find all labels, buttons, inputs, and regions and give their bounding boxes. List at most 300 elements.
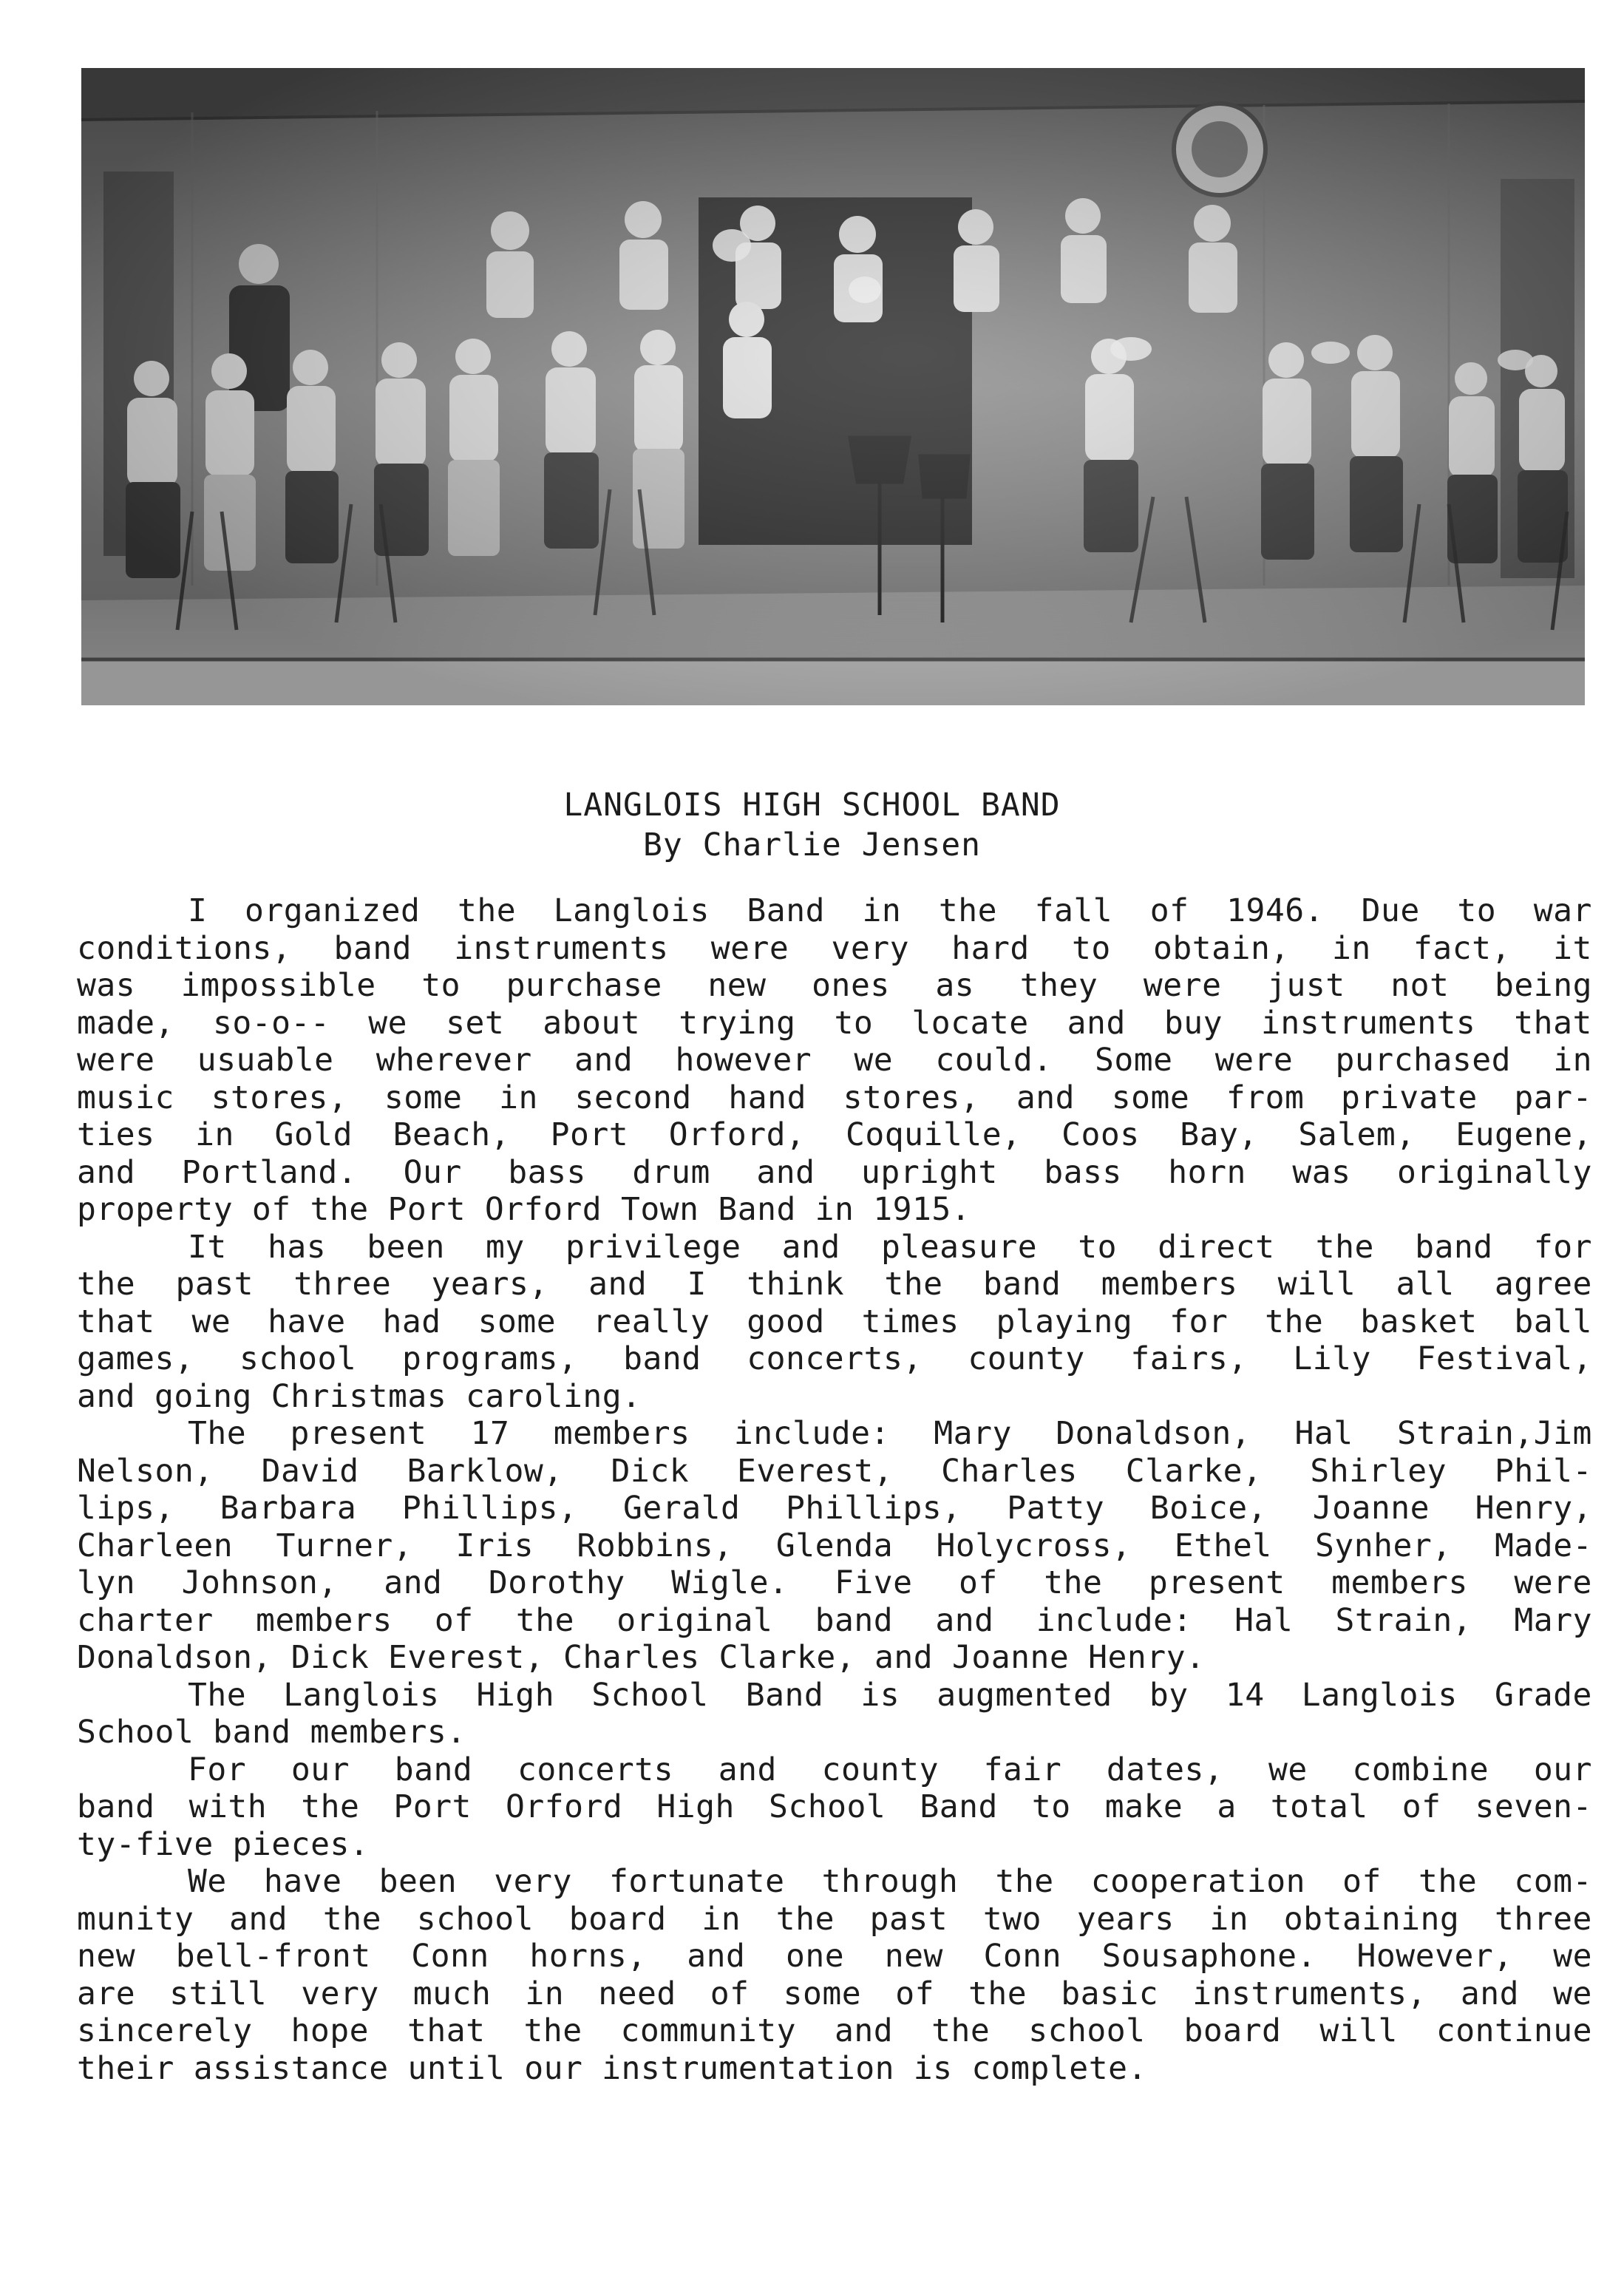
article-word: three bbox=[1494, 1900, 1592, 1938]
article-word: present bbox=[1148, 1564, 1285, 1601]
article-word: upright bbox=[861, 1153, 998, 1191]
article-word: through bbox=[821, 1863, 959, 1900]
band-photo-illustration bbox=[81, 68, 1585, 705]
article-word: Christmas bbox=[271, 1377, 447, 1415]
article-word: were bbox=[710, 929, 789, 967]
article-word: conditions, bbox=[77, 929, 292, 967]
article-word: playing bbox=[996, 1303, 1133, 1340]
article-line bbox=[77, 1116, 1592, 1154]
article-word: Dick bbox=[291, 1639, 370, 1676]
article-word: members bbox=[1101, 1266, 1238, 1303]
article-word: to bbox=[1031, 1788, 1071, 1825]
article-word: For bbox=[188, 1751, 247, 1788]
article-word: combine bbox=[1352, 1751, 1489, 1788]
article-word: direct bbox=[1158, 1228, 1275, 1266]
article-word: community bbox=[620, 2012, 797, 2049]
article-word: and bbox=[77, 1377, 136, 1415]
article-word: in bbox=[1209, 1900, 1249, 1938]
article-word: Boice, bbox=[1149, 1490, 1268, 1527]
article-word: board bbox=[568, 1900, 667, 1938]
article-word: to bbox=[1457, 892, 1497, 929]
article-word: band bbox=[394, 1751, 473, 1788]
article-word: some bbox=[783, 1975, 862, 2012]
article-word: band bbox=[815, 1601, 894, 1639]
article-word: augmented bbox=[937, 1676, 1112, 1714]
article-word: that bbox=[407, 2012, 486, 2049]
article-word: of bbox=[710, 1975, 750, 2012]
band-photo bbox=[81, 68, 1585, 705]
article-word: Phil- bbox=[1494, 1452, 1592, 1490]
article-word: com- bbox=[1514, 1863, 1592, 1900]
article-word: Sousaphone. bbox=[1101, 1938, 1316, 1975]
article-line bbox=[77, 1453, 1592, 1490]
article-word: bell-front bbox=[175, 1938, 371, 1975]
article-word: purchased bbox=[1335, 1042, 1511, 1079]
article-word: we bbox=[1553, 1938, 1592, 1975]
article-word: Ethel bbox=[1174, 1527, 1272, 1564]
article-word: Strain,Jim bbox=[1397, 1415, 1592, 1452]
article-word: will bbox=[1277, 1266, 1356, 1303]
article-line bbox=[77, 2012, 1592, 2050]
article-word: the bbox=[1419, 1863, 1478, 1900]
article-word: Gerald bbox=[623, 1490, 741, 1527]
article-word: Band bbox=[920, 1788, 998, 1825]
article-word: Conn bbox=[983, 1938, 1062, 1975]
article-word: Orford, bbox=[668, 1116, 806, 1153]
article-word: Port bbox=[387, 1191, 466, 1228]
article-word: been bbox=[367, 1228, 445, 1266]
article-line bbox=[77, 1378, 1592, 1416]
article-word: however bbox=[675, 1042, 812, 1079]
article-word: Nelson, bbox=[77, 1452, 214, 1490]
article-word: fairs, bbox=[1130, 1340, 1248, 1377]
article-word: that bbox=[1514, 1004, 1592, 1042]
article-word: fact, bbox=[1413, 929, 1511, 967]
article-word: bass bbox=[508, 1153, 586, 1191]
article-word: impossible bbox=[180, 967, 376, 1004]
article-word: Conn bbox=[411, 1938, 489, 1975]
article-line bbox=[77, 1938, 1592, 1975]
article-word: were bbox=[77, 1042, 155, 1079]
article-word: new bbox=[707, 967, 767, 1004]
article-word: in bbox=[499, 1079, 538, 1116]
article-word: think bbox=[747, 1266, 845, 1303]
article-line bbox=[77, 1788, 1592, 1826]
article-word: and bbox=[1067, 1004, 1126, 1042]
article-line bbox=[77, 967, 1592, 1005]
article-line bbox=[77, 1826, 1592, 1864]
article-word: Donaldson, bbox=[1056, 1415, 1251, 1452]
article-line bbox=[77, 1490, 1592, 1527]
article-word: Dick bbox=[611, 1452, 690, 1490]
article-word: Iris bbox=[455, 1527, 534, 1564]
article-word: Holycross, bbox=[936, 1527, 1132, 1564]
article-word: obtain, bbox=[1153, 929, 1290, 967]
article-word: wherever bbox=[376, 1042, 532, 1079]
article-line bbox=[77, 1005, 1592, 1042]
article-word: Charles bbox=[563, 1639, 700, 1676]
article-word: is bbox=[860, 1676, 900, 1714]
article-word: Clarke, bbox=[718, 1639, 856, 1676]
article-word: has bbox=[267, 1228, 327, 1266]
article-word: Town bbox=[620, 1191, 699, 1228]
article-word: and bbox=[687, 1938, 746, 1975]
article-word: Mary bbox=[1514, 1601, 1592, 1639]
article-word: band bbox=[1415, 1228, 1493, 1266]
article-word: members. bbox=[310, 1714, 466, 1751]
article-word: of bbox=[434, 1601, 474, 1639]
article-word: Five bbox=[834, 1564, 913, 1601]
article-word: Band bbox=[745, 1676, 824, 1714]
article-word: being bbox=[1495, 967, 1592, 1004]
article-word: fortunate bbox=[608, 1863, 785, 1900]
article-line bbox=[77, 2050, 1592, 2088]
article-word: Joanne bbox=[1312, 1490, 1430, 1527]
article-word: Beach, bbox=[393, 1116, 510, 1153]
article-word: one bbox=[786, 1938, 845, 1975]
article-word: the bbox=[301, 1788, 360, 1825]
article-word: and bbox=[1460, 1975, 1520, 2012]
article-word: Synher, bbox=[1314, 1527, 1452, 1564]
article-word: so-o-- bbox=[212, 1004, 330, 1042]
article-word: Joanne bbox=[951, 1639, 1070, 1676]
article-word: to bbox=[421, 967, 461, 1004]
article-word: and bbox=[588, 1266, 648, 1303]
article-word: county bbox=[821, 1751, 939, 1788]
article-word: my bbox=[486, 1228, 525, 1266]
article-word: two bbox=[982, 1900, 1042, 1938]
article-word: stores, bbox=[211, 1079, 348, 1116]
article-word: we bbox=[1553, 1975, 1592, 2012]
article-word: past bbox=[869, 1900, 948, 1938]
article-word: with bbox=[188, 1788, 268, 1825]
article-word: from bbox=[1226, 1079, 1305, 1116]
article-word: The bbox=[188, 1676, 247, 1714]
article-word: were bbox=[1214, 1042, 1294, 1079]
article-word: Orford bbox=[484, 1191, 602, 1228]
article-word: School bbox=[591, 1676, 709, 1714]
article-word: years, bbox=[431, 1266, 548, 1303]
article-word: much bbox=[412, 1975, 492, 2012]
article-word: Charles bbox=[941, 1452, 1078, 1490]
article-word: Bay, bbox=[1180, 1116, 1258, 1153]
article-word: Portland. bbox=[181, 1153, 358, 1191]
article-word: Salem, bbox=[1298, 1116, 1416, 1153]
article-word: the bbox=[523, 2012, 582, 2049]
article-word: par- bbox=[1514, 1079, 1592, 1116]
article-word: include: bbox=[733, 1415, 890, 1452]
article-word: Festival, bbox=[1416, 1340, 1592, 1377]
article-word: times bbox=[861, 1303, 959, 1340]
article-line bbox=[77, 930, 1592, 968]
article-word: the bbox=[995, 1863, 1054, 1900]
article-line bbox=[77, 1266, 1592, 1303]
article-word: horn bbox=[1168, 1153, 1246, 1191]
article-word: set bbox=[446, 1004, 505, 1042]
article-word: I bbox=[687, 1266, 707, 1303]
article-word: new bbox=[884, 1938, 943, 1975]
article-word: of bbox=[958, 1564, 998, 1601]
article-word: by bbox=[1149, 1676, 1189, 1714]
article-word: was bbox=[77, 967, 136, 1004]
article-word: Phillips, bbox=[786, 1490, 962, 1527]
article-line bbox=[77, 1079, 1592, 1117]
article-word: Turner, bbox=[276, 1527, 413, 1564]
article-word: Johnson, bbox=[181, 1564, 338, 1601]
article-word: sincerely bbox=[77, 2012, 253, 2049]
article-word: privilege bbox=[565, 1228, 741, 1266]
article-word: of bbox=[895, 1975, 934, 2012]
article-word: and bbox=[574, 1042, 633, 1079]
article-word: ty-five bbox=[77, 1825, 214, 1863]
article-word: band bbox=[213, 1714, 291, 1751]
article-word: Band bbox=[718, 1191, 796, 1228]
article-word: ones bbox=[812, 967, 890, 1004]
article-word: band bbox=[982, 1266, 1061, 1303]
article-word: of bbox=[1342, 1863, 1382, 1900]
article-word: the bbox=[1265, 1303, 1324, 1340]
article-word: war bbox=[1533, 892, 1592, 929]
article-word: and bbox=[781, 1228, 840, 1266]
article-word: buy bbox=[1163, 1004, 1223, 1042]
article-word: all bbox=[1396, 1266, 1455, 1303]
article-word: made, bbox=[77, 1004, 174, 1042]
article-word: Coos bbox=[1061, 1116, 1140, 1153]
article-word: could. bbox=[935, 1042, 1053, 1079]
article-word: have bbox=[263, 1863, 342, 1900]
article-word: dates, bbox=[1106, 1751, 1224, 1788]
article-word: of bbox=[251, 1191, 291, 1228]
article-word: However, bbox=[1356, 1938, 1513, 1975]
article-line bbox=[77, 1415, 1592, 1453]
article-word: new bbox=[77, 1938, 136, 1975]
article-word: programs, bbox=[401, 1340, 578, 1377]
article-word: for bbox=[1169, 1303, 1229, 1340]
article-line bbox=[77, 892, 1592, 930]
article-word: instrumentation bbox=[602, 2049, 894, 2087]
article-word: need bbox=[598, 1975, 676, 2012]
article-word: in bbox=[815, 1191, 855, 1228]
article-word: ties bbox=[77, 1116, 155, 1153]
article-word: board bbox=[1183, 2012, 1282, 2049]
article-word: Everest, bbox=[737, 1452, 894, 1490]
article-word: are bbox=[77, 1975, 136, 2012]
article-word: originally bbox=[1397, 1153, 1592, 1191]
article-word: Grade bbox=[1494, 1676, 1592, 1714]
article-word: The bbox=[188, 1415, 247, 1452]
article-word: the bbox=[515, 1601, 575, 1639]
article-word: members bbox=[1331, 1564, 1468, 1601]
article-word: basket bbox=[1360, 1303, 1478, 1340]
article-word: to bbox=[1078, 1228, 1118, 1266]
article-word: property bbox=[77, 1191, 234, 1228]
article-word: until bbox=[407, 2049, 506, 2087]
article-word: for bbox=[1533, 1228, 1592, 1266]
article-word: Hal bbox=[1234, 1601, 1294, 1639]
article-word: three bbox=[293, 1266, 392, 1303]
article-word: the bbox=[884, 1266, 943, 1303]
article-word: cooperation bbox=[1090, 1863, 1306, 1900]
article-word: second bbox=[574, 1079, 692, 1116]
article-word: charter bbox=[77, 1601, 214, 1639]
article-word: our bbox=[1533, 1751, 1592, 1788]
article-word: 1946. bbox=[1226, 892, 1325, 929]
article-word: private bbox=[1341, 1079, 1478, 1116]
article-word: pieces. bbox=[232, 1825, 370, 1863]
article-word: instruments, bbox=[1192, 1975, 1427, 2012]
article-word: the bbox=[1315, 1228, 1374, 1266]
article-word: 17 bbox=[470, 1415, 510, 1452]
article-word: were bbox=[1143, 967, 1222, 1004]
article-word: Port bbox=[550, 1116, 629, 1153]
article-line bbox=[77, 1191, 1592, 1229]
article-line bbox=[77, 1564, 1592, 1602]
article-word: Port bbox=[393, 1788, 472, 1825]
article-word: basic bbox=[1061, 1975, 1159, 2012]
article-word: school bbox=[239, 1340, 357, 1377]
article-word: the bbox=[310, 1191, 369, 1228]
article-word: Barklow, bbox=[407, 1452, 563, 1490]
article-word: as bbox=[935, 967, 975, 1004]
article-word: High bbox=[476, 1676, 555, 1714]
article-word: and bbox=[77, 1153, 136, 1191]
article-word: we bbox=[368, 1004, 408, 1042]
article-word: it bbox=[1553, 929, 1592, 967]
article-word: years bbox=[1076, 1900, 1175, 1938]
article-word: past bbox=[175, 1266, 254, 1303]
article-word: very bbox=[301, 1975, 379, 2012]
article-word: members bbox=[255, 1601, 393, 1639]
article-word: is bbox=[913, 2049, 953, 2087]
article-word: and bbox=[1016, 1079, 1076, 1116]
article-word: horns, bbox=[529, 1938, 647, 1975]
article-word: very bbox=[831, 929, 910, 967]
article-word: of bbox=[1149, 892, 1189, 929]
article-word: Henry. bbox=[1088, 1639, 1206, 1676]
article-word: we bbox=[1268, 1751, 1308, 1788]
article-word: some bbox=[384, 1079, 463, 1116]
article-line bbox=[77, 1639, 1592, 1677]
article-word: Made- bbox=[1495, 1527, 1592, 1564]
article-line bbox=[77, 1901, 1592, 1938]
article-word: we bbox=[854, 1042, 894, 1079]
article-line bbox=[77, 1527, 1592, 1565]
article-line bbox=[77, 1229, 1592, 1266]
article-word: instruments bbox=[1261, 1004, 1476, 1042]
article-word: been bbox=[378, 1863, 458, 1900]
article-word: hope bbox=[291, 2012, 369, 2049]
article-word: the bbox=[77, 1266, 136, 1303]
article-word: the bbox=[968, 1975, 1027, 2012]
article-word: School bbox=[77, 1714, 194, 1751]
article-word: Band bbox=[747, 892, 825, 929]
article-word: in bbox=[701, 1900, 741, 1938]
article-word: concerts, bbox=[747, 1340, 923, 1377]
article-word: Patty bbox=[1007, 1490, 1105, 1527]
article-word: band bbox=[333, 929, 412, 967]
article-word: make bbox=[1104, 1788, 1183, 1825]
article-word: seven- bbox=[1475, 1788, 1592, 1825]
article-word: Phillips, bbox=[401, 1490, 578, 1527]
article-word: hard bbox=[951, 929, 1030, 967]
article-word: a bbox=[1217, 1788, 1237, 1825]
article-word: lips, bbox=[77, 1490, 174, 1527]
article-word: Langlois bbox=[283, 1676, 440, 1714]
article-word: they bbox=[1019, 967, 1098, 1004]
article-word: Hal bbox=[1294, 1415, 1353, 1452]
article-line bbox=[77, 1042, 1592, 1079]
article-word: Barbara bbox=[220, 1490, 357, 1527]
article-word: Robbins, bbox=[577, 1527, 733, 1564]
article-word: Shirley bbox=[1310, 1452, 1447, 1490]
article-word: the bbox=[322, 1900, 382, 1938]
article-word: locate bbox=[911, 1004, 1029, 1042]
article-word: in bbox=[525, 1975, 565, 2012]
article-line bbox=[77, 1602, 1592, 1640]
article-word: just bbox=[1267, 967, 1345, 1004]
article-word: Strain, bbox=[1335, 1601, 1472, 1639]
article-word: to bbox=[834, 1004, 874, 1042]
article-word: some bbox=[1111, 1079, 1190, 1116]
article-word: school bbox=[1028, 2012, 1146, 2049]
article-word: fall bbox=[1034, 892, 1113, 929]
article-word: Eugene, bbox=[1455, 1116, 1592, 1153]
article-word: had bbox=[382, 1303, 441, 1340]
article-word: their bbox=[77, 2049, 174, 2087]
article-word: pleasure bbox=[881, 1228, 1038, 1266]
article-body bbox=[77, 892, 1592, 2087]
article-word: Some bbox=[1094, 1042, 1173, 1079]
article-word: bass bbox=[1044, 1153, 1122, 1191]
article-word: will bbox=[1319, 2012, 1398, 2049]
article-word: of bbox=[1402, 1788, 1441, 1825]
article-word: our bbox=[524, 2049, 583, 2087]
article-word: the bbox=[458, 892, 517, 929]
article-word: fair bbox=[983, 1751, 1062, 1788]
article-word: organized bbox=[244, 892, 421, 929]
article-word: I bbox=[188, 892, 208, 929]
article-word: going bbox=[154, 1377, 252, 1415]
article-word: original bbox=[616, 1601, 773, 1639]
article-word: and bbox=[384, 1564, 443, 1601]
article-line bbox=[77, 1303, 1592, 1341]
article-line bbox=[77, 1714, 1592, 1751]
article-word: assistance bbox=[193, 2049, 389, 2087]
article-word: Henry, bbox=[1475, 1490, 1592, 1527]
article-word: We bbox=[188, 1863, 227, 1900]
article-word: and bbox=[229, 1900, 288, 1938]
article-word: Due bbox=[1361, 892, 1420, 929]
article-word: were bbox=[1514, 1564, 1592, 1601]
article-word: munity bbox=[77, 1900, 194, 1938]
article-word: Mary bbox=[934, 1415, 1012, 1452]
article-word: Donaldson, bbox=[77, 1639, 272, 1676]
article-line bbox=[77, 1154, 1592, 1192]
article-word: Orford bbox=[505, 1788, 623, 1825]
article-word: and bbox=[874, 1639, 934, 1676]
article-word: music bbox=[77, 1079, 174, 1116]
article-word: in bbox=[862, 892, 902, 929]
article-word: obtaining bbox=[1283, 1900, 1460, 1938]
article-word: and bbox=[834, 2012, 894, 2049]
article-word: our bbox=[291, 1751, 350, 1788]
article-word: Lily bbox=[1293, 1340, 1371, 1377]
article-word: concerts bbox=[517, 1751, 674, 1788]
article-word: agree bbox=[1494, 1266, 1592, 1303]
article-word: we bbox=[191, 1303, 231, 1340]
article-word: county bbox=[968, 1340, 1085, 1377]
article-word: Coquille, bbox=[846, 1116, 1022, 1153]
